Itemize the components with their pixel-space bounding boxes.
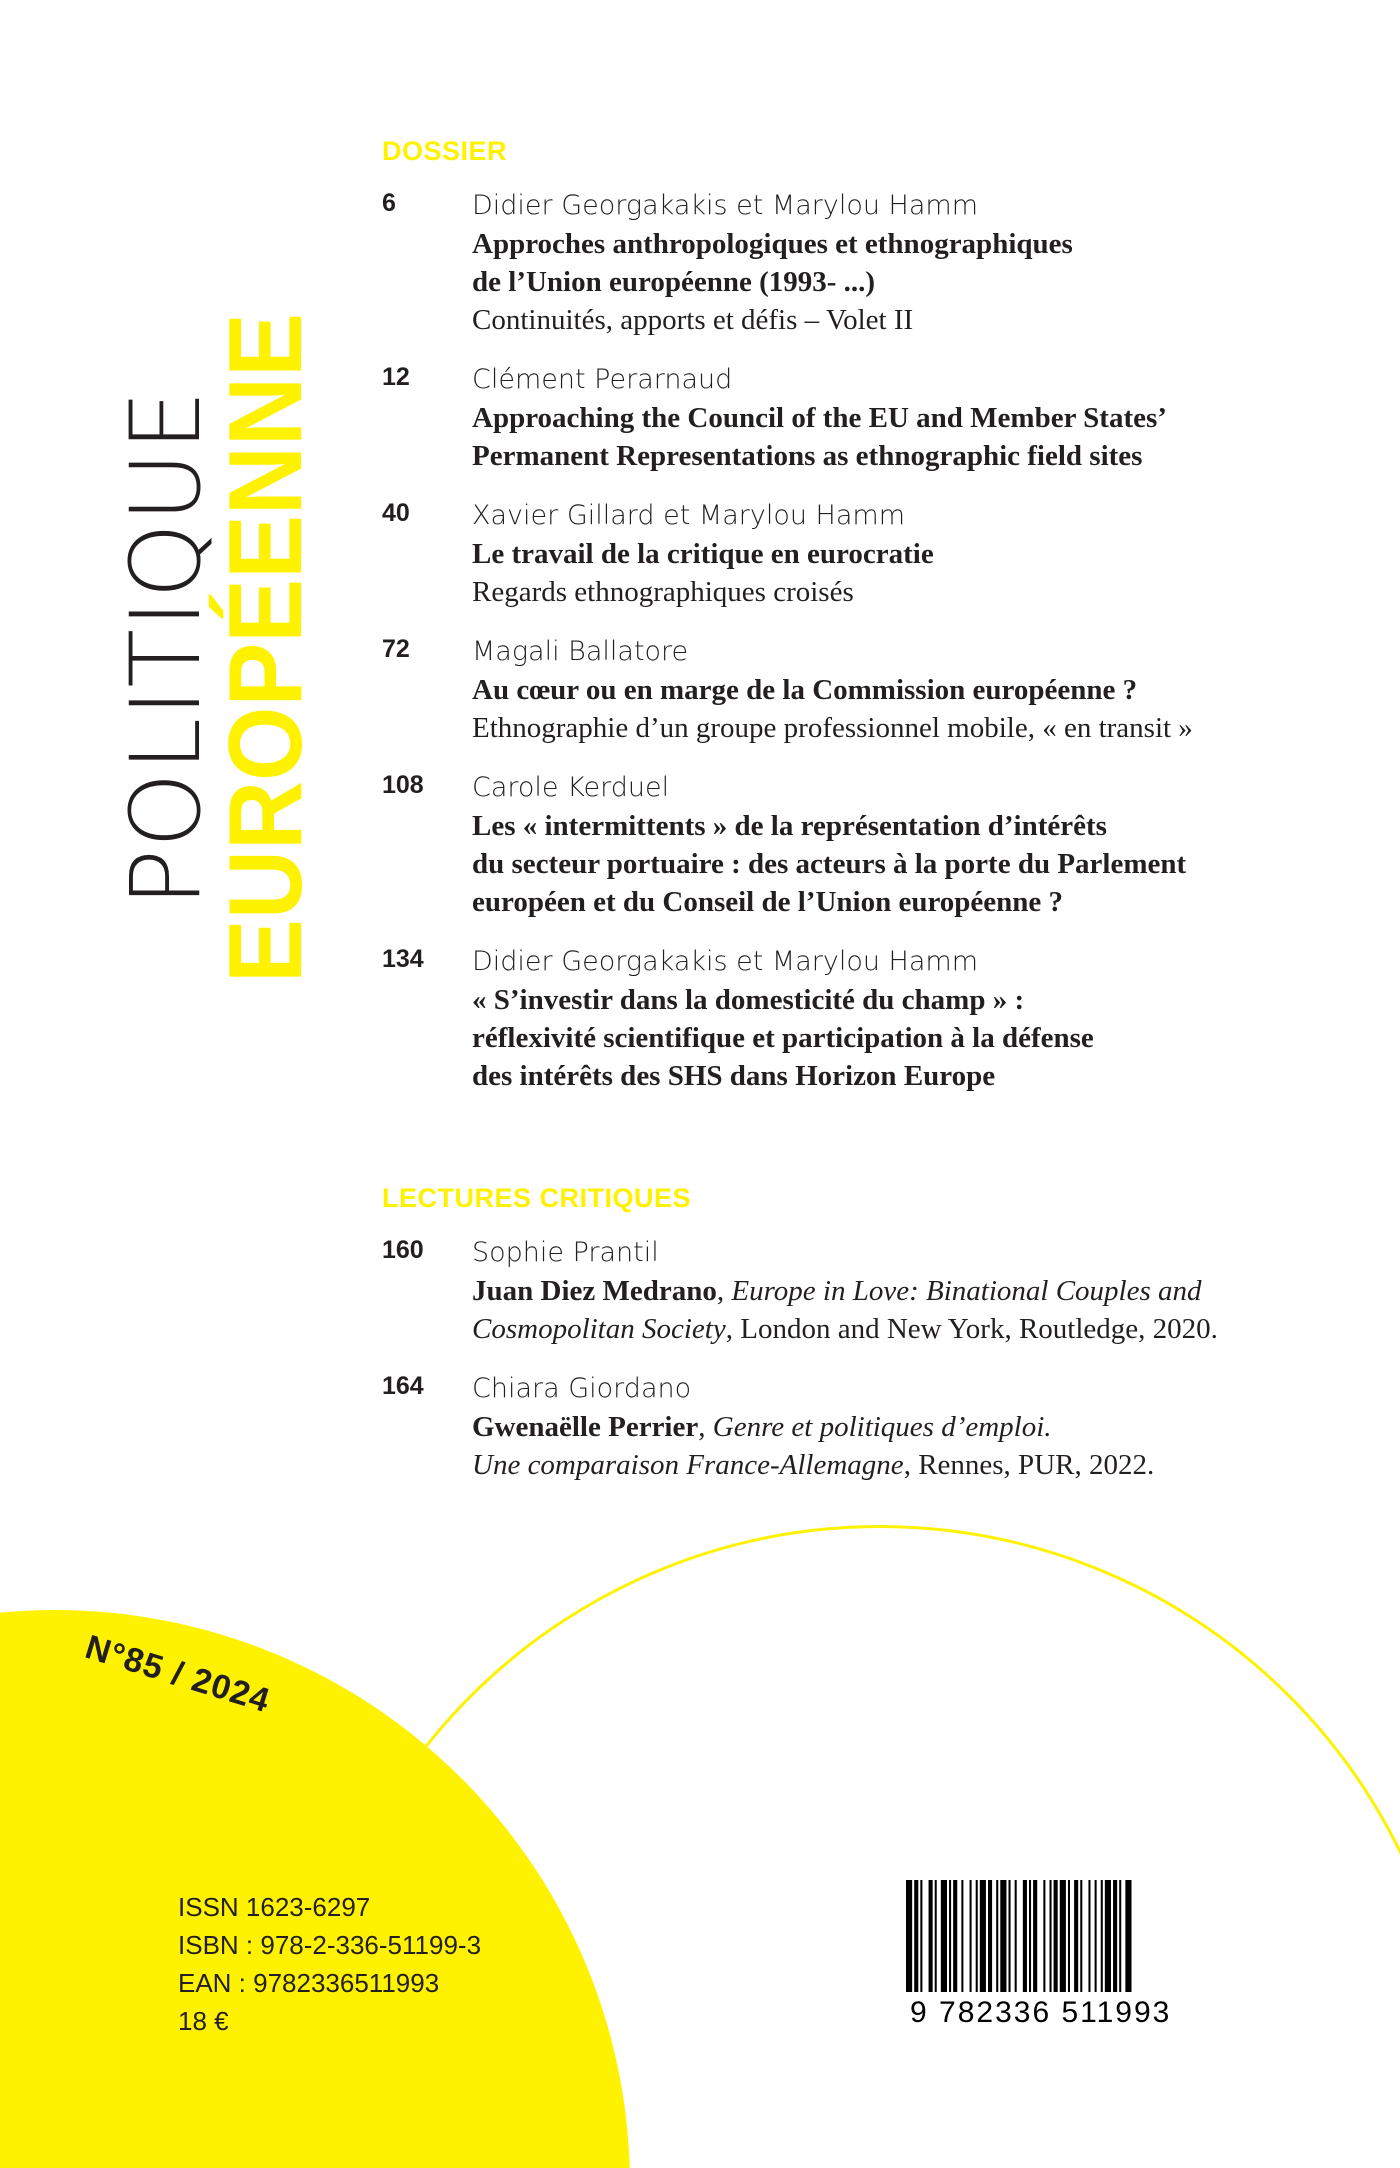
barcode-bar <box>996 1880 998 1992</box>
lectures-critiques-heading: LECTURES CRITIQUES <box>382 1183 692 1213</box>
barcode-bar <box>1088 1880 1090 1992</box>
dossier-entry <box>382 187 1342 339</box>
barcode-bar <box>1080 1880 1082 1992</box>
barcode-bar <box>1023 1880 1027 1992</box>
review-book-author: Gwenaëlle Perrier <box>472 1411 699 1443</box>
yellow-ring-decoration <box>300 1525 1400 2168</box>
publication-identifiers <box>178 1888 481 2040</box>
entry-title-line: Le travail de la critique en eurocratie <box>472 538 934 570</box>
barcode-bar <box>1043 1880 1045 1992</box>
barcode-bar <box>1054 1880 1058 1992</box>
page-number: 12 <box>382 363 410 391</box>
entry-title-line: Permanent Representations as ethnographic field sites <box>472 440 1143 472</box>
review-book-title: Genre et politiques d’emploi. <box>712 1411 1052 1443</box>
barcode-bar <box>949 1880 951 1992</box>
barcode-bar <box>1015 1880 1017 1992</box>
dossier-entry <box>382 361 1342 475</box>
entry-title-line: Les « intermittents » de la représentation d’intérêts <box>472 810 1107 842</box>
entry-author: Magali Ballatore <box>472 636 689 667</box>
review-book-title: Europe in Love: Binational Couples and <box>731 1275 1202 1307</box>
barcode-bar <box>1000 1880 1006 1992</box>
entry-title-line: européen et du Conseil de l’Union européenne ? <box>472 886 1064 918</box>
barcode-bar <box>941 1880 947 1992</box>
page-number: 72 <box>382 635 410 663</box>
barcode-bar <box>1029 1880 1031 1992</box>
entry-title-line: Approches anthropologiques et ethnographiques <box>472 228 1073 260</box>
masthead-title-europeenne: EUROPÉENNE <box>208 313 324 983</box>
entry-author: Didier Georgakakis et Marylou Hamm <box>472 190 979 221</box>
barcode-bar <box>1033 1880 1037 1992</box>
barcode-bar <box>1113 1880 1117 1992</box>
dossier-entry <box>382 633 1342 747</box>
page-number: 164 <box>382 1372 424 1400</box>
price: 18 € <box>178 2006 229 2036</box>
entry-title-line: Approaching the Council of the EU and Member States’ <box>472 402 1167 434</box>
entry-subtitle: Ethnographie d’un groupe professionnel mobile, « en transit » <box>472 712 1193 744</box>
entry-title-line: des intérêts des SHS dans Horizon Europe <box>472 1060 996 1092</box>
barcode-bar <box>976 1880 978 1992</box>
barcode-bar <box>1125 1880 1131 1992</box>
review-entry <box>382 1234 1342 1348</box>
barcode-bar <box>1095 1880 1097 1992</box>
review-book-title: Une comparaison France-Allemagne <box>472 1449 904 1481</box>
review-citation: Juan Diez Medrano, Europe in Love: Binational Couples and Cosmopolitan Society, London and New York, Routledge, 2020. <box>472 1275 1218 1345</box>
barcode-bar <box>1060 1880 1066 1992</box>
lectures-list <box>382 1234 1342 1484</box>
masthead-title-politique: POLITIQUE <box>110 389 222 907</box>
entry-title-line: de l’Union européenne (1993- ...) <box>472 266 876 298</box>
dossier-heading: DOSSIER <box>382 136 508 166</box>
entry-title-line: « S’investir dans la domesticité du champ » : <box>472 984 1025 1016</box>
page-number: 40 <box>382 499 410 527</box>
barcode-icon <box>904 1880 1194 1992</box>
barcode-bar <box>980 1880 986 1992</box>
dossier-list <box>382 187 1342 1095</box>
entry-subtitle: Continuités, apports et défis – Volet II <box>472 304 914 336</box>
dossier-entry <box>382 943 1342 1095</box>
page-number: 6 <box>382 189 396 217</box>
page-number: 108 <box>382 771 424 799</box>
entry-author: Xavier Gillard et Marylou Hamm <box>472 500 906 531</box>
issn: ISSN 1623-6297 <box>178 1892 371 1922</box>
dossier-entry <box>382 497 1342 611</box>
barcode-bar <box>1050 1880 1052 1992</box>
review-book-title: Cosmopolitan Society <box>472 1313 726 1345</box>
barcode-bar <box>1068 1880 1070 1992</box>
review-publisher: , London and New York, Routledge, 2020. <box>725 1313 1218 1345</box>
entry-title-line: réflexivité scientifique et participation à la défense <box>472 1022 1094 1054</box>
barcode-bar <box>920 1880 922 1992</box>
entry-subtitle: Regards ethnographiques croisés <box>472 576 854 608</box>
review-citation: Gwenaëlle Perrier, Genre et politiques d’emploi. Une comparaison France-Allemagne, Rennes, PUR, 2022. <box>472 1411 1155 1481</box>
barcode-bar <box>914 1880 918 1992</box>
barcode-bar <box>906 1880 912 1992</box>
entry-title-line: Au cœur ou en marge de la Commission européenne ? <box>472 674 1138 706</box>
entry-author: Clément Perarnaud <box>472 364 733 395</box>
barcode-bar <box>935 1880 937 1992</box>
journal-masthead <box>68 118 324 983</box>
barcode-bar <box>970 1880 972 1992</box>
dossier-entry <box>382 769 1342 921</box>
barcode-bar <box>1074 1880 1078 1992</box>
table-of-contents <box>382 136 1342 1506</box>
page-number: 160 <box>382 1236 424 1264</box>
barcode-bar <box>961 1880 963 1992</box>
barcode-bar <box>929 1880 933 1992</box>
barcode-digits: 9 782336 511993 <box>910 1996 1172 2029</box>
barcode-bar <box>1009 1880 1011 1992</box>
barcode-bar <box>1101 1880 1103 1992</box>
entry-author: Carole Kerduel <box>472 772 670 803</box>
barcode-bar <box>953 1880 957 1992</box>
barcode-bar <box>1105 1880 1111 1992</box>
review-entry <box>382 1370 1342 1484</box>
review-publisher: , Rennes, PUR, 2022. <box>903 1449 1155 1481</box>
isbn: ISBN : 978-2-336-51199-3 <box>178 1930 482 1960</box>
issue-number: N°85 / 2024 <box>80 1628 275 1721</box>
entry-author: Didier Georgakakis et Marylou Hamm <box>472 946 979 977</box>
barcode-bar <box>988 1880 992 1992</box>
page-number: 134 <box>382 945 424 973</box>
entry-title-line: du secteur portuaire : des acteurs à la porte du Parlement <box>472 848 1187 880</box>
entry-author: Chiara Giordano <box>472 1373 692 1404</box>
review-book-author: Juan Diez Medrano <box>472 1275 717 1307</box>
barcode-bar <box>1119 1880 1121 1992</box>
ean: EAN : 9782336511993 <box>178 1968 440 1998</box>
entry-author: Sophie Prantil <box>472 1237 659 1268</box>
